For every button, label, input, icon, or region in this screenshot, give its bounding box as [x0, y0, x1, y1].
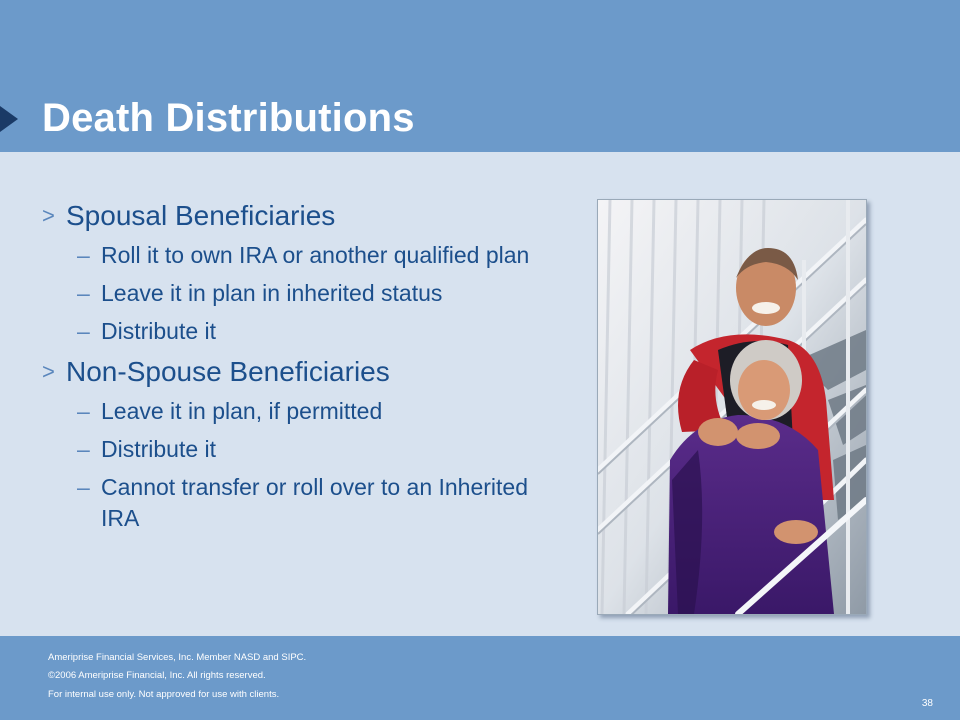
sub-bullet-text: Cannot transfer or roll over to an Inherited IRA — [101, 474, 529, 531]
bullet-spousal — [42, 198, 562, 234]
sub-bullet — [42, 240, 562, 271]
sub-bullet — [42, 434, 562, 465]
bullet-marker: > — [42, 359, 55, 384]
bullet-heading: Non-Spouse Beneficiaries — [66, 356, 390, 387]
page-number: 38 — [921, 698, 933, 709]
footer-bar — [0, 636, 960, 720]
sub-bullet-marker: – — [77, 474, 90, 500]
sub-bullet — [42, 472, 562, 534]
sub-bullet-text: Distribute it — [101, 436, 217, 462]
sub-bullet — [42, 278, 562, 309]
sub-bullet-marker: – — [77, 280, 90, 306]
bullet-non-spouse — [42, 354, 562, 390]
footer-legal-line-3: For internal use only. Not approved for use with clients. — [48, 689, 280, 700]
bullet-marker: > — [42, 203, 55, 228]
sub-bullet-text: Distribute it — [101, 318, 217, 344]
couple-photo-illustration — [598, 200, 866, 614]
bullet-content — [42, 198, 562, 541]
footer-legal-line-1: Ameriprise Financial Services, Inc. Member NASD and SIPC. — [48, 652, 307, 663]
sub-bullet-text: Roll it to own IRA or another qualified plan — [101, 242, 530, 268]
footer-legal-line-2: ©2006 Ameriprise Financial, Inc. All rights reserved. — [48, 670, 266, 681]
sub-bullet-marker: – — [77, 242, 90, 268]
sub-bullet-text: Leave it in plan in inherited status — [101, 280, 443, 306]
sub-bullet — [42, 316, 562, 347]
couple-photo — [597, 199, 867, 615]
sub-bullet-marker: – — [77, 436, 90, 462]
bullet-heading: Spousal Beneficiaries — [66, 200, 336, 231]
sub-bullet-marker: – — [77, 318, 90, 344]
header-bar — [0, 0, 960, 152]
sub-bullet-marker: – — [77, 398, 90, 424]
sub-bullet — [42, 396, 562, 427]
triangle-right-icon — [0, 106, 18, 132]
slide-title: Death Distributions — [42, 96, 415, 140]
sub-bullet-text: Leave it in plan, if permitted — [101, 398, 383, 424]
